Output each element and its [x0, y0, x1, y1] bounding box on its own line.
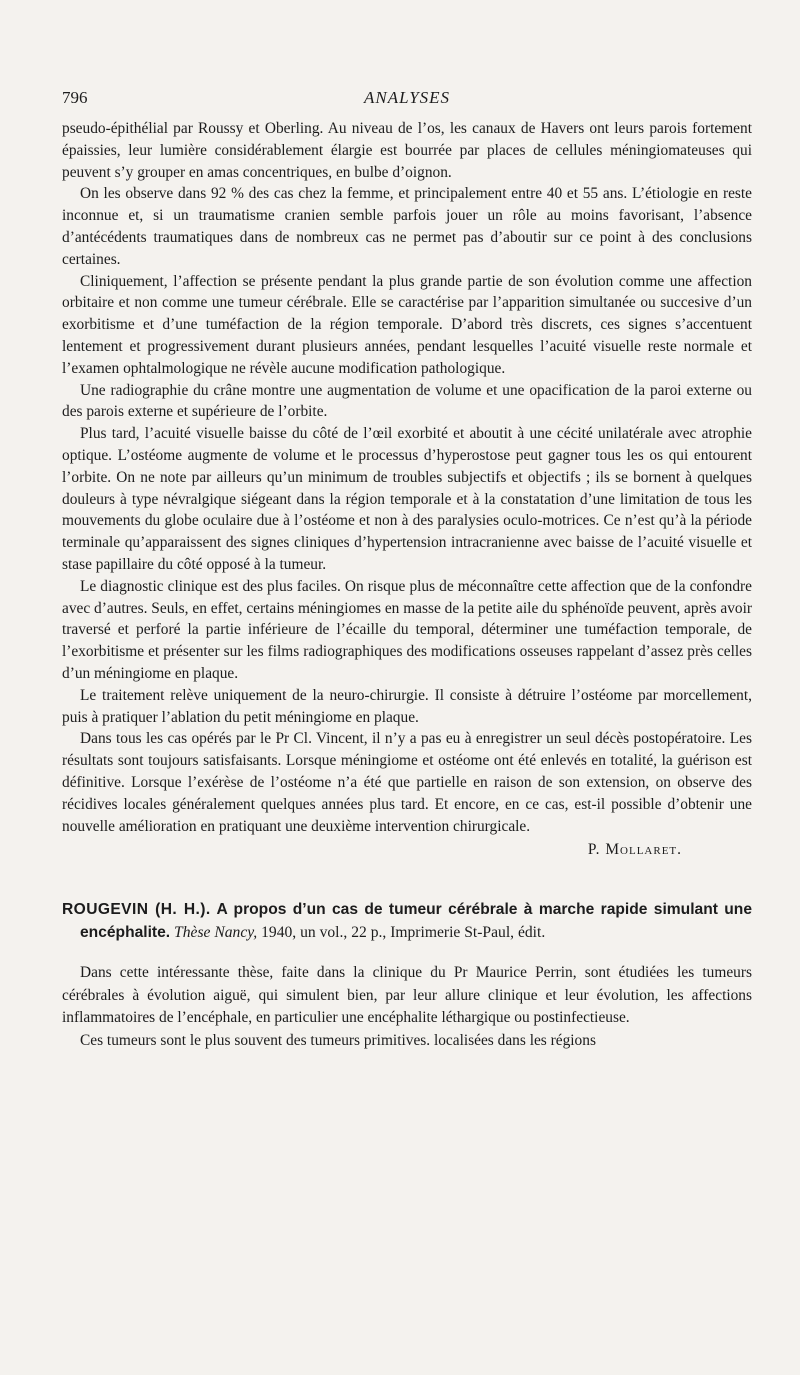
reference-title: A propos d’un cas de tumeur cérébrale à marche rapide simulant une encéphalite.	[80, 901, 752, 941]
paragraph: Cliniquement, l’affection se présente pendant la plus grande partie de son évolution comme une affection orbitaire et non comme une tumeur cérébrale. Elle se caractérise par l’apparition simultanée ou succesive d’un exorbitisme et d’une tuméfaction de la région temporale. D’abord très discrets, ces signes s’accentuent lentement et progressivement durant plusieurs années, pendant lesquelles l’acuité visuelle reste normale et l’examen ophtalmologique ne révèle aucune modification pathologique.	[62, 272, 752, 377]
paragraph: pseudo-épithélial par Roussy et Oberling. Au niveau de l’os, les canaux de Havers ont leurs parois fortement épaissies, leur lumière considérablement élargie est bourrée par places de cellules méningiomateuses qui peuvent s’y grouper en amas concentriques, en bulbe d’oignon.	[62, 120, 752, 181]
page-header	[62, 88, 752, 118]
abstract-body	[62, 962, 752, 1052]
page-number: 796	[62, 88, 88, 107]
paragraph: Dans tous les cas opérés par le Pr Cl. Vincent, il n’y a pas eu à enregistrer un seul décès postopératoire. Les résultats sont toujours satisfaisants. Lorsque méningiome et ostéome ont été enlevés en totalité, la guérison est définitive. Lorsque l’exérèse de l’ostéome n’a été que partielle en raison de son extension, on observe des récidives locales généralement quelques années plus tard. Et encore, en ce cas, est-il possible d’obtenir une nouvelle amélioration en pratiquant une deuxième intervention chirurgicale.	[62, 730, 752, 835]
author-signature: P. Mollaret.	[587, 841, 682, 859]
paragraph: Le diagnostic clinique est des plus faciles. On risque plus de méconnaître cette affection que de la confondre avec d’autres. Seuls, en effet, certains méningiomes en masse de la petite aile du sphénoïde peuvent, après avoir traversé et perforé la partie inférieure de l’écaille du temporal, déterminer une tuméfaction temporale, de l’exorbitisme et présenter sur les films radiographiques des modifications osseuses rappelant d’assez près celles d’un méningiome en plaque.	[62, 577, 752, 682]
paragraph: On les observe dans 92 % des cas chez la femme, et principalement entre 40 et 55 ans. L’étiologie en reste inconnue et, si un traumatisme cranien semble parfois jouer un rôle au moins favorisant, l’absence d’antécédents traumatiques dans de nombreux cas ne permet pas d’aboutir sur ce point à des conclusions certaines.	[62, 185, 752, 268]
article-body	[62, 118, 752, 861]
section-gap	[62, 861, 752, 899]
reference-details: 1940, un vol., 22 p., Imprimerie St-Paul, édit.	[261, 923, 546, 941]
page	[62, 88, 752, 1052]
paragraph: Ces tumeurs sont le plus souvent des tumeurs primitives. localisées dans les régions	[80, 1031, 596, 1049]
paragraph: Plus tard, l’acuité visuelle baisse du côté de l’œil exorbité et aboutit à une cécité unilatérale avec atrophie optique. L’ostéome augmente de volume et le processus d’hyperostose peut gagner tous les os qui entourent l’orbite. On ne note par ailleurs qu’un minimum de troubles subjectifs et objectifs ; ils se bornent à quelques douleurs à type névralgique siégeant dans la région temporale et à la constatation d’une limitation de tous les mouvements du globe oculaire due à l’ostéome et non à des paralysies oculo-motrices. Ce n’est qu’à la période terminale qu’apparaissent des signes cliniques d’hypertension intracranienne avec baisse de l’acuité visuelle et stase papillaire du côté opposé à la tumeur.	[62, 425, 752, 573]
paragraph: Le traitement relève uniquement de la neuro-chirurgie. Il consiste à détruire l’ostéome par morcellement, puis à pratiquer l’ablation du petit méningiome en plaque.	[62, 686, 752, 726]
running-head: ANALYSES	[363, 88, 451, 107]
bibliographic-reference	[62, 899, 752, 944]
reference-source: Thèse Nancy,	[174, 923, 258, 941]
paragraph: Une radiographie du crâne montre une augmentation de volume et une opacification de la paroi externe ou des parois externe et supérieure de l’orbite.	[62, 381, 752, 421]
reference-author: ROUGEVIN (H. H.).	[62, 901, 211, 919]
paragraph: Dans cette intéressante thèse, faite dans la clinique du Pr Maurice Perrin, sont étudiées les tumeurs cérébrales à évolution aiguë, qui simulent bien, par leur allure clinique et leur évolution, les affections inflammatoires de l’encéphale, en particulier une encéphalite léthargique ou postinfectieuse.	[62, 964, 752, 1027]
